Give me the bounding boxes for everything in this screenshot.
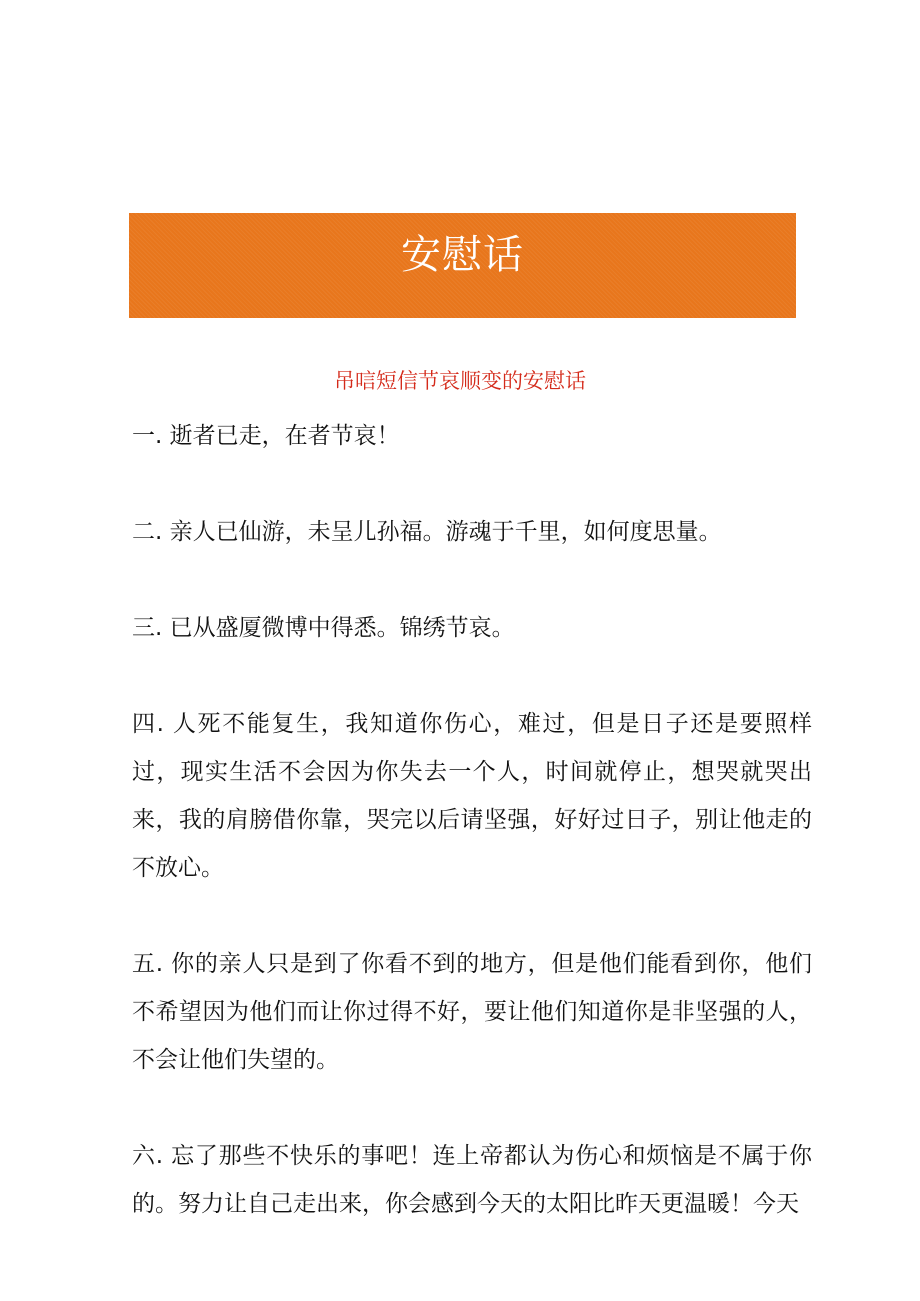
paragraph-2: 二. 亲人已仙游，未呈儿孙福。游魂于千里，如何度思量。 bbox=[132, 519, 722, 545]
paragraph-5: 五. 你的亲人只是到了你看不到的地方，但是他们能看到你，他们不希望因为他们而让你过得不好，要让他们知道你是非坚强的人，不会让他们失望的。 bbox=[132, 951, 812, 1073]
subtitle: 吊唁短信节哀顺变的安慰话 bbox=[334, 369, 586, 393]
paragraph-3: 三. 已从盛厦微博中得悉。锦绣节哀。 bbox=[132, 615, 515, 641]
paragraph-6: 六. 忘了那些不快乐的事吧！连上帝都认为伤心和烦恼是不属于你的。努力让自己走出来，你会感到今天的太阳比昨天更温暖！今天 bbox=[132, 1143, 812, 1217]
page-title: 安慰话 bbox=[401, 232, 524, 278]
paragraph-4: 四. 人死不能复生，我知道你伤心，难过，但是日子还是要照样过，现实生活不会因为你失去一个人，时间就停止，想哭就哭出来，我的肩膀借你靠，哭完以后请坚强，好好过日子，别让他走的不放心。 bbox=[132, 711, 812, 881]
body-text bbox=[132, 412, 812, 1228]
title-banner bbox=[129, 213, 796, 318]
paragraph-1: 一. 逝者已走，在者节哀！ bbox=[132, 423, 400, 449]
